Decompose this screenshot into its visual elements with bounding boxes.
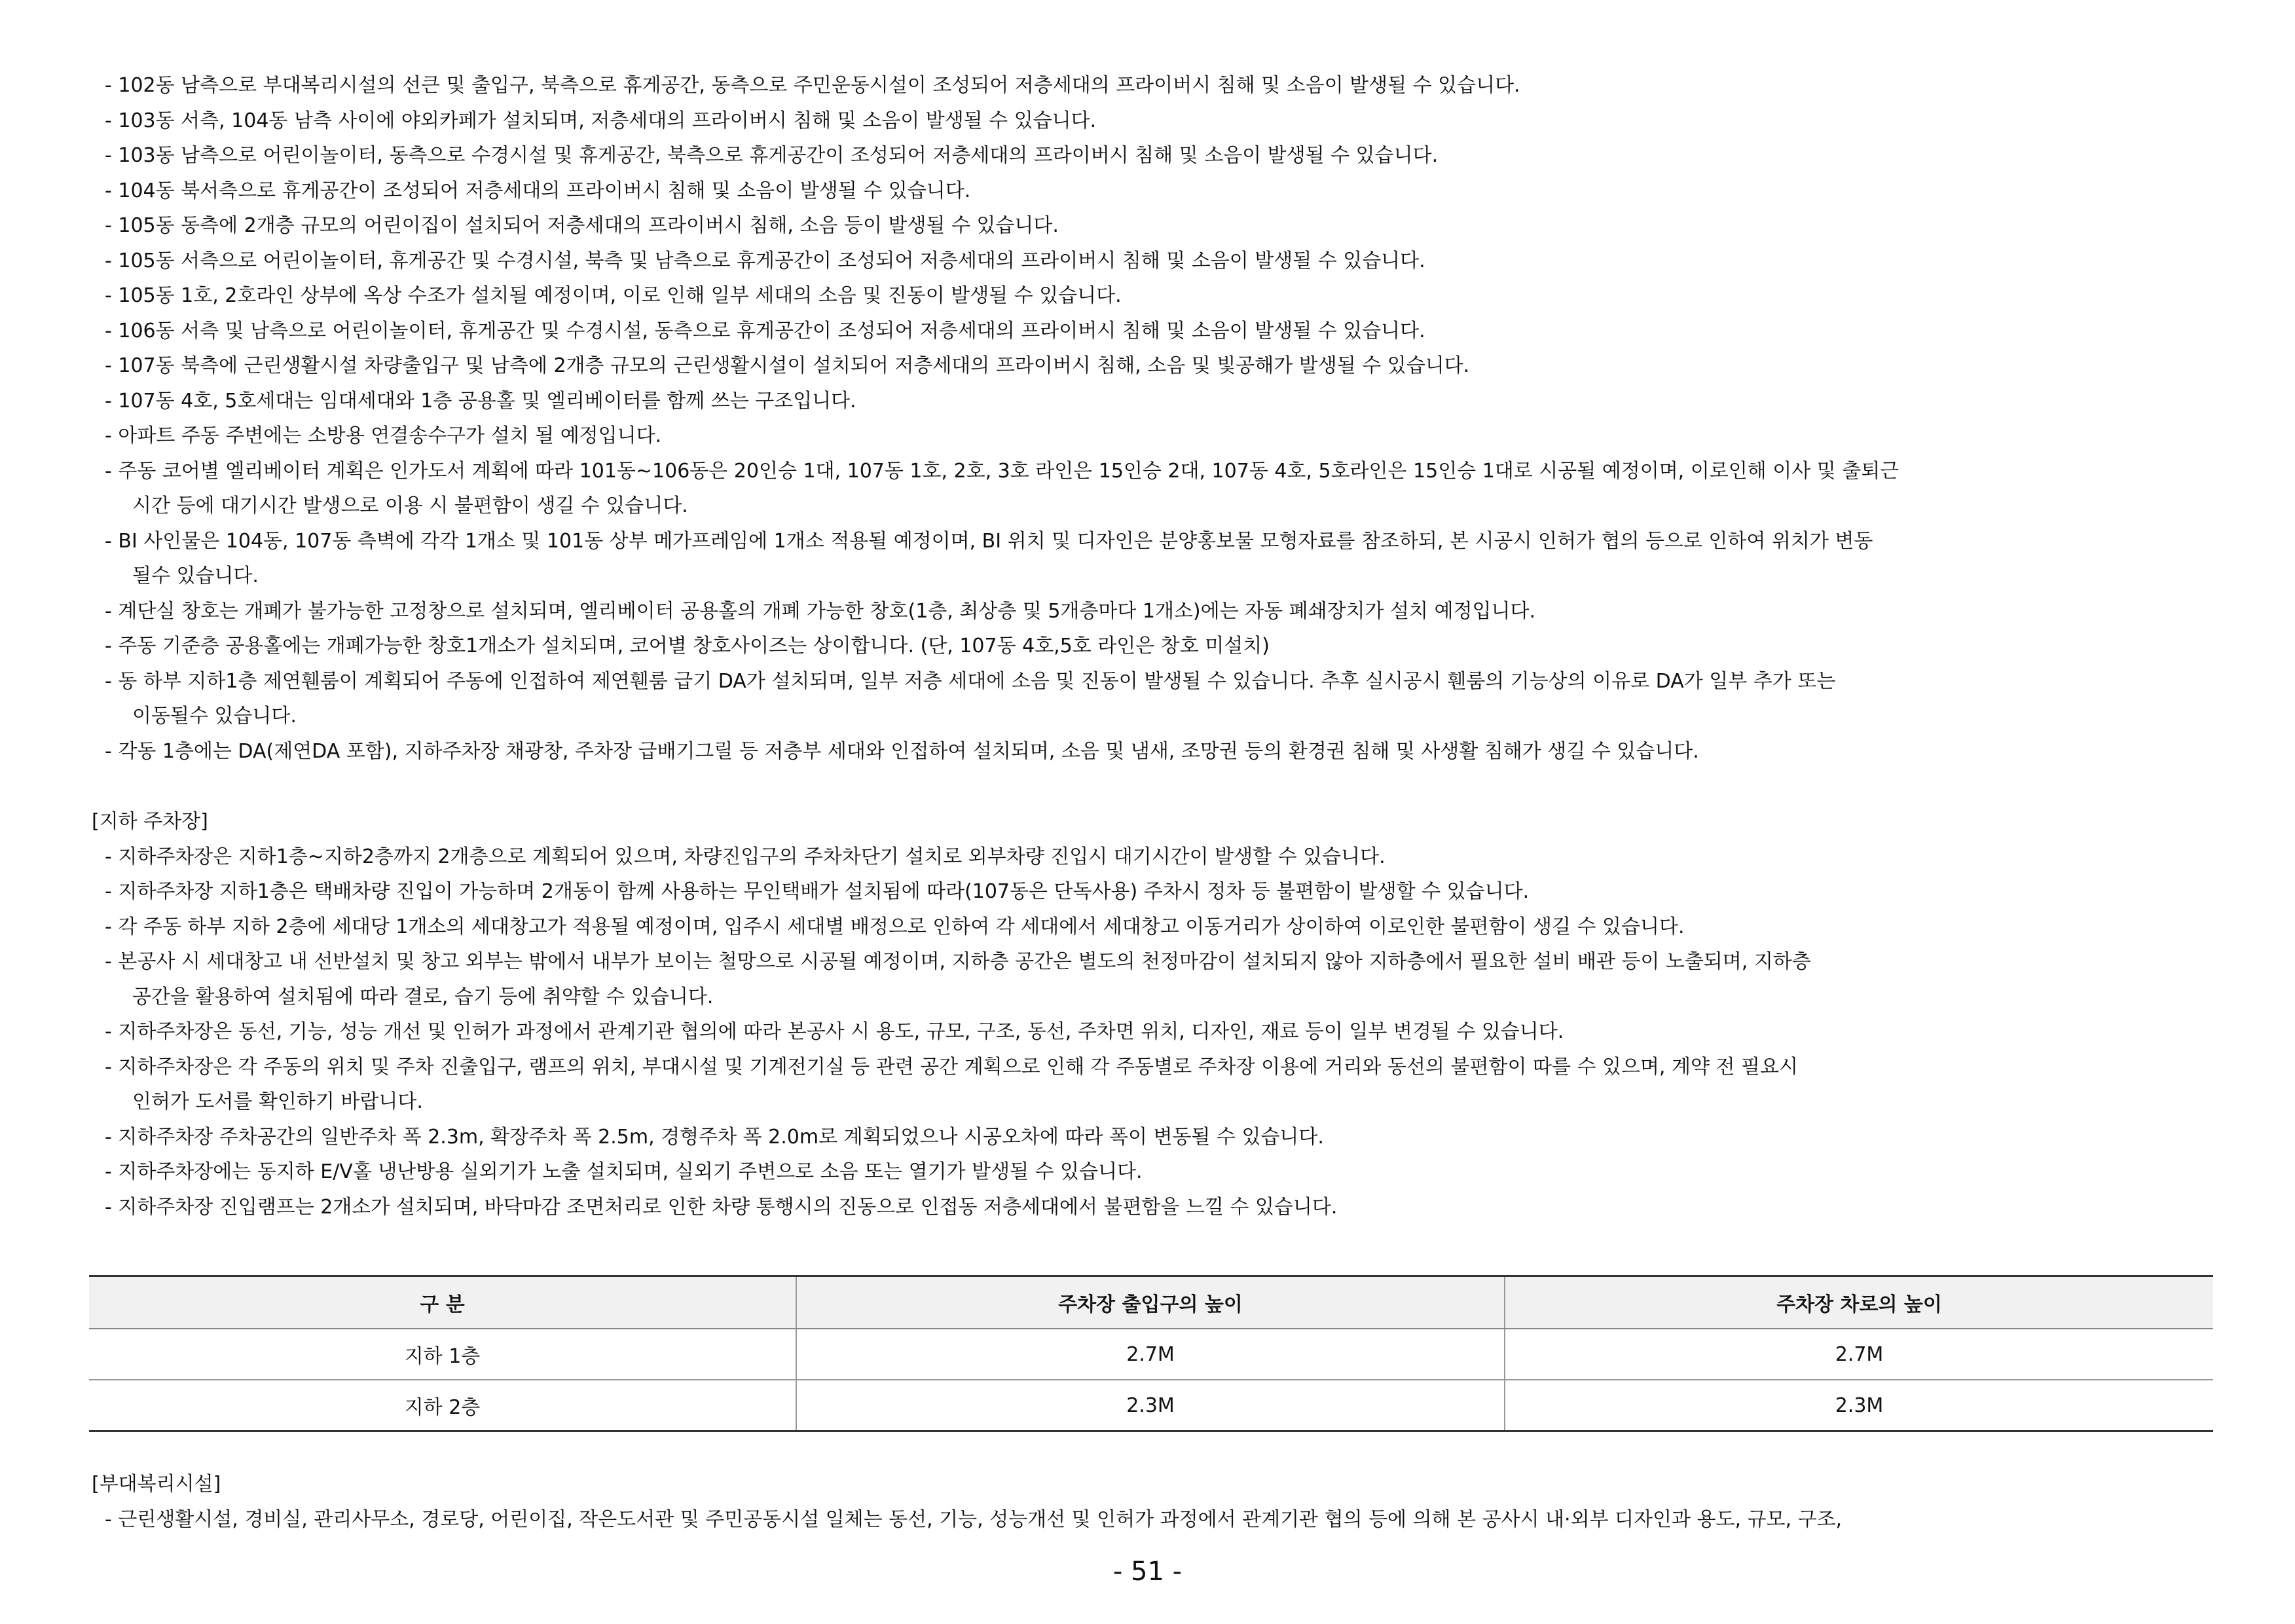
note-line: - 107동 4호, 5호세대는 임대세대와 1층 공용홀 및 엘리베이터를 함께 쓰는 구조입니다.: [105, 389, 856, 413]
column-header-lane-height: 주차장 차로의 높이: [1505, 1276, 2213, 1329]
note-line: - 105동 서측으로 어린이놀이터, 휴게공간 및 수경시설, 북측 및 남측으로 휴게공간이 조성되어 저층세대의 프라이버시 침해 및 소음이 발생될 수 있습니다.: [105, 249, 1425, 272]
note-line-continued: 공간을 활용하여 설치됨에 따라 결로, 습기 등에 취약할 수 있습니다.: [132, 985, 714, 1008]
note-line: - 지하주차장에는 동지하 E/V홀 냉난방용 실외기가 노출 설치되며, 실외기 주변으로 소음 또는 열기가 발생될 수 있습니다.: [105, 1160, 1143, 1183]
note-line: - 각동 1층에는 DA(제연DA 포함), 지하주차장 채광창, 주차장 급배기그릴 등 저층부 세대와 인접하여 설치되며, 소음 및 냄새, 조망권 등의 환경권 침해 및 사생활 침해가 생길 수 있습니다.: [105, 739, 1699, 763]
note-line: - 지하주차장은 지하1층~지하2층까지 2개층으로 계획되어 있으며, 차량진입구의 주차차단기 설치로 외부차량 진입시 대기시간이 발생할 수 있습니다.: [105, 845, 1386, 868]
note-line: - 106동 서측 및 남측으로 어린이놀이터, 휴게공간 및 수경시설, 동측으로 휴게공간이 조성되어 저층세대의 프라이버시 침해 및 소음이 발생될 수 있습니다.: [105, 319, 1425, 342]
note-line-continued: 될수 있습니다.: [132, 564, 259, 587]
note-line: - 103동 서측, 104동 남측 사이에 야외카페가 설치되며, 저층세대의 프라이버시 침해 및 소음이 발생될 수 있습니다.: [105, 109, 1097, 132]
page-number: - 51 -: [1112, 1557, 1183, 1587]
note-line-continued: 인허가 도서를 확인하기 바랍니다.: [132, 1090, 423, 1113]
note-line: - 102동 남측으로 부대복리시설의 선큰 및 출입구, 북측으로 휴게공간, 동측으로 주민운동시설이 조성되어 저층세대의 프라이버시 침해 및 소음이 발생될 수 있습니다.: [105, 74, 1520, 97]
table-header-row: [89, 1276, 2213, 1329]
note-line: - 근린생활시설, 경비실, 관리사무소, 경로당, 어린이집, 작은도서관 및 주민공동시설 일체는 동선, 기능, 성능개선 및 인허가 과정에서 관계기관 협의 등에 의해 본 공사시 내·외부 디자인과 용도, 규모, 구조,: [105, 1507, 1843, 1531]
table-cell: 2.3M: [796, 1380, 1505, 1431]
note-line: - 105동 동측에 2개층 규모의 어린이집이 설치되어 저층세대의 프라이버시 침해, 소음 등이 발생될 수 있습니다.: [105, 214, 1059, 237]
table-row: [89, 1380, 2213, 1431]
note-line: - 주동 기준층 공용홀에는 개폐가능한 창호1개소가 설치되며, 코어별 창호사이즈는 상이합니다. (단, 107동 4호,5호 라인은 창호 미설치): [105, 635, 1270, 657]
column-header-category: 구 분: [89, 1276, 796, 1329]
table-cell: 지하 1층: [89, 1329, 796, 1380]
note-line: - BI 사인물은 104동, 107동 측벽에 각각 1개소 및 101동 상부 메가프레임에 1개소 적용될 예정이며, BI 위치 및 디자인은 분양홍보물 모형자료를 참조하되, 본 시공시 인허가 협의 등으로 인하여 위치가 변동: [105, 529, 1873, 553]
section-welfare-facilities: [92, 1467, 2213, 1537]
section-underground-parking: [92, 804, 2213, 1225]
section-heading: [부대복리시설]: [92, 1473, 221, 1496]
column-header-entrance-height: 주차장 출입구의 높이: [796, 1276, 1505, 1329]
note-line: - 103동 남측으로 어린이놀이터, 동측으로 수경시설 및 휴게공간, 북측으로 휴게공간이 조성되어 저층세대의 프라이버시 침해 및 소음이 발생될 수 있습니다.: [105, 144, 1439, 167]
table-cell: 2.7M: [796, 1329, 1505, 1380]
note-line: - 동 하부 지하1층 제연휀룸이 계획되어 주동에 인접하여 제연휀룸 급기 DA가 설치되며, 일부 저층 세대에 소음 및 진동이 발생될 수 있습니다. 추후 실시공시 휀룸의 기능상의 이유로 DA가 일부 추가 또는: [105, 669, 1836, 693]
section-heading: [지하 주차장]: [92, 810, 208, 833]
note-line: - 아파트 주동 주변에는 소방용 연결송수구가 설치 될 예정입니다.: [105, 424, 662, 447]
table-row: [89, 1329, 2213, 1380]
note-line: - 주동 코어별 엘리베이터 계획은 인가도서 계획에 따라 101동~106동은 20인승 1대, 107동 1호, 2호, 3호 라인은 15인승 2대, 107동 4호, 5호라인은 15인승 1대로 시공될 예정이며, 이로인해 이사 및 출퇴근: [105, 459, 1900, 483]
section-complex-notes: [92, 68, 2213, 769]
table-cell: 2.7M: [1505, 1329, 2213, 1380]
note-line: - 지하주차장 지하1층은 택배차량 진입이 가능하며 2개동이 함께 사용하는 무인택배가 설치됨에 따라(107동은 단독사용) 주차시 정차 등 불편함이 발생할 수 있습니다.: [105, 880, 1530, 903]
note-line: - 계단실 창호는 개폐가 불가능한 고정창으로 설치되며, 엘리베이터 공용홀의 개폐 가능한 창호(1층, 최상층 및 5개층마다 1개소)에는 자동 폐쇄장치가 설치 예정입니다.: [105, 599, 1535, 623]
note-line: - 107동 북측에 근린생활시설 차량출입구 및 남측에 2개층 규모의 근린생활시설이 설치되어 저층세대의 프라이버시 침해, 소음 및 빛공해가 발생될 수 있습니다.: [105, 354, 1470, 377]
note-line: - 본공사 시 세대창고 내 선반설치 및 창고 외부는 밖에서 내부가 보이는 철망으로 시공될 예정이며, 지하층 공간은 별도의 천정마감이 설치되지 않아 지하층에서 필요한 설비 배관 등이 노출되며, 지하층: [105, 950, 1811, 973]
table-cell: 지하 2층: [89, 1380, 796, 1431]
parking-height-table: [89, 1275, 2213, 1432]
table-cell: 2.3M: [1505, 1380, 2213, 1431]
note-line-continued: 시간 등에 대기시간 발생으로 이용 시 불편함이 생길 수 있습니다.: [132, 494, 688, 517]
note-line: - 지하주차장은 동선, 기능, 성능 개선 및 인허가 과정에서 관계기관 협의에 따라 본공사 시 용도, 규모, 구조, 동선, 주차면 위치, 디자인, 재료 등이 일부 변경될 수 있습니다.: [105, 1020, 1564, 1043]
note-line-continued: 이동될수 있습니다.: [132, 705, 297, 728]
note-line: - 지하주차장은 각 주동의 위치 및 주차 진출입구, 램프의 위치, 부대시설 및 기계전기실 등 관련 공간 계획으로 인해 각 주동별로 주차장 이용에 거리와 동선의 불편함이 따를 수 있으며, 계약 전 필요시: [105, 1055, 1798, 1079]
note-line: - 105동 1호, 2호라인 상부에 옥상 수조가 설치될 예정이며, 이로 인해 일부 세대의 소음 및 진동이 발생될 수 있습니다.: [105, 284, 1122, 307]
note-line: - 지하주차장 주차공간의 일반주차 폭 2.3m, 확장주차 폭 2.5m, 경형주차 폭 2.0m로 계획되었으나 시공오차에 따라 폭이 변동될 수 있습니다.: [105, 1125, 1324, 1149]
note-line: - 104동 북서측으로 휴게공간이 조성되어 저층세대의 프라이버시 침해 및 소음이 발생될 수 있습니다.: [105, 179, 971, 202]
note-line: - 지하주차장 진입램프는 2개소가 설치되며, 바닥마감 조면처리로 인한 차량 통행시의 진동으로 인접동 저층세대에서 불편함을 느낄 수 있습니다.: [105, 1195, 1338, 1219]
note-line: - 각 주동 하부 지하 2층에 세대당 1개소의 세대창고가 적용될 예정이며, 입주시 세대별 배정으로 인하여 각 세대에서 세대창고 이동거리가 상이하여 이로인한 불편함이 생길 수 있습니다.: [105, 915, 1685, 938]
